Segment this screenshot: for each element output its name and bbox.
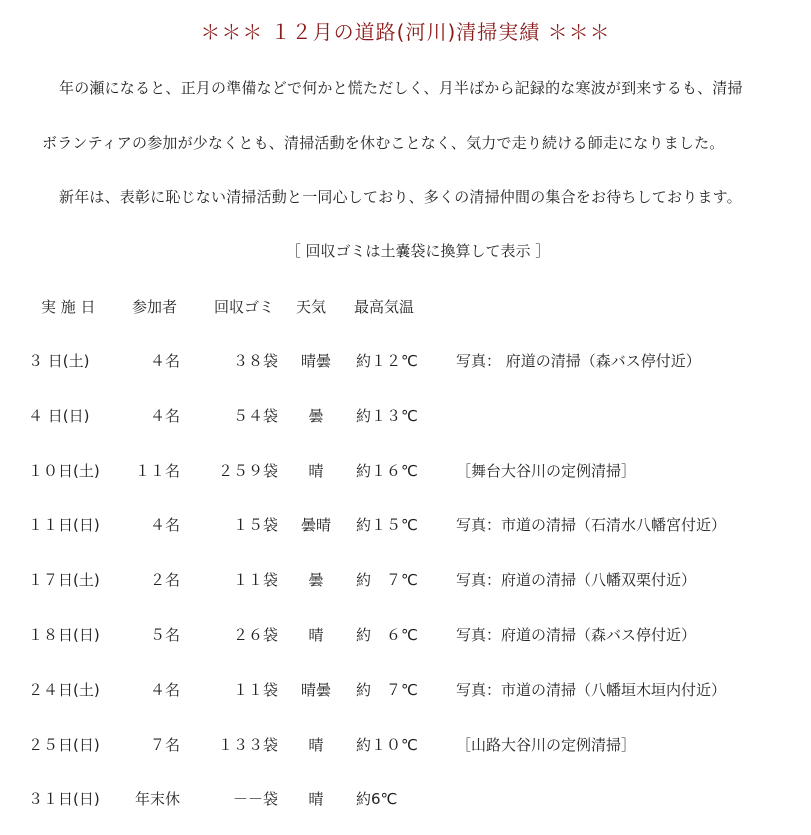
row-bags: ２６袋 — [232, 626, 278, 644]
row-weather: 晴曇 — [300, 352, 331, 370]
row-date: ３ 日(土) — [28, 352, 90, 370]
row-weather: 曇 — [308, 571, 324, 590]
row-bags: ３８袋 — [232, 352, 278, 370]
intro-paragraph-2: ボランティアの参加が少なくとも、清掃活動を休むことなく、気力で走り続ける師走になりました。 — [42, 134, 725, 152]
row-note: 写真：府道の清掃（森バス停付近） — [456, 626, 697, 644]
row-weather: 曇晴 — [300, 516, 331, 535]
row-note: 写真：市道の清掃（八幡垣木垣内付近） — [456, 680, 727, 699]
row-date: ２４日(土) — [28, 680, 100, 699]
header-weather: 天気 — [296, 298, 327, 316]
row-note: 写真： 府道の清掃（森バス停付近） — [456, 352, 701, 370]
row-weather: 晴 — [308, 461, 324, 480]
row-bags: －－袋 — [232, 790, 278, 809]
table-row — [0, 350, 811, 374]
row-temperature: 約１５℃ — [356, 516, 418, 535]
row-participants: １１名 — [134, 461, 180, 480]
row-note: 写真：市道の清掃（石清水八幡宮付近） — [456, 516, 727, 535]
row-note: 写真：府道の清掃（八幡双栗付近） — [456, 571, 697, 590]
row-temperature: 約 ７℃ — [356, 571, 418, 590]
row-date: １７日(土) — [28, 571, 100, 590]
row-bags: １３３袋 — [217, 735, 278, 754]
row-weather: 晴 — [308, 790, 324, 809]
row-participants: ２名 — [149, 571, 180, 590]
row-participants: ５名 — [149, 626, 180, 644]
row-temperature: 約１３℃ — [356, 406, 418, 425]
row-note: ［山路大谷川の定例清掃］ — [456, 735, 637, 754]
row-bags: １１袋 — [232, 680, 278, 699]
row-weather: 曇 — [308, 406, 324, 425]
intro-paragraph-3: 新年は、表彰に恥じない清掃活動と一同心しており、多くの清掃仲間の集合をお待ちしております。 — [59, 188, 742, 206]
row-date: ４ 日(日) — [28, 406, 90, 425]
header-date: 実 施 日 — [41, 298, 96, 316]
row-temperature: 約１２℃ — [356, 352, 418, 370]
table-row — [0, 734, 811, 758]
table-row — [0, 679, 811, 703]
table-row — [0, 514, 811, 538]
row-date: ３１日(日) — [28, 790, 100, 809]
row-participants: ４名 — [149, 680, 180, 699]
row-date: １０日(土) — [28, 461, 100, 480]
row-weather: 晴曇 — [300, 680, 331, 699]
row-date: ２５日(日) — [28, 735, 100, 754]
table-row — [0, 624, 811, 648]
table-row — [0, 569, 811, 593]
table-row — [0, 460, 811, 484]
row-temperature: 約１０℃ — [356, 735, 418, 754]
row-note: ［舞台大谷川の定例清掃］ — [456, 461, 637, 480]
row-temperature: 約１６℃ — [356, 461, 418, 480]
row-date: １１日(日) — [28, 516, 100, 535]
row-bags: １５袋 — [232, 516, 278, 535]
row-participants: ４名 — [149, 406, 180, 425]
row-temperature: 約 ７℃ — [356, 680, 418, 699]
row-weather: 晴 — [308, 735, 324, 754]
row-participants: ４名 — [149, 352, 180, 370]
intro-paragraph-1: 年の瀬になると、正月の準備などで何かと慌ただしく、月半ばから記録的な寒波が到来するも、清掃 — [59, 79, 743, 97]
table-row — [0, 405, 811, 429]
row-bags: ５４袋 — [232, 406, 278, 425]
row-bags: １１袋 — [232, 571, 278, 590]
unit-note: ［ 回収ゴミは土嚢袋に換算して表示 ］ — [285, 242, 551, 260]
table-row — [0, 788, 811, 812]
row-participants: ７名 — [149, 735, 180, 754]
row-date: １８日(日) — [28, 626, 100, 644]
header-participants: 参加者 — [132, 298, 178, 316]
row-participants: 年末休 — [134, 790, 180, 809]
row-bags: ２５９袋 — [217, 461, 278, 480]
row-temperature: 約6℃ — [356, 790, 398, 809]
row-participants: ４名 — [149, 516, 180, 535]
row-weather: 晴 — [308, 626, 324, 644]
header-max-temperature: 最高気温 — [354, 298, 415, 316]
header-collected-garbage: 回収ゴミ — [214, 298, 275, 316]
page-title: ＊＊＊ １２月の道路(河川)清掃実績 ＊＊＊ — [200, 20, 611, 44]
row-temperature: 約 ６℃ — [356, 626, 418, 644]
